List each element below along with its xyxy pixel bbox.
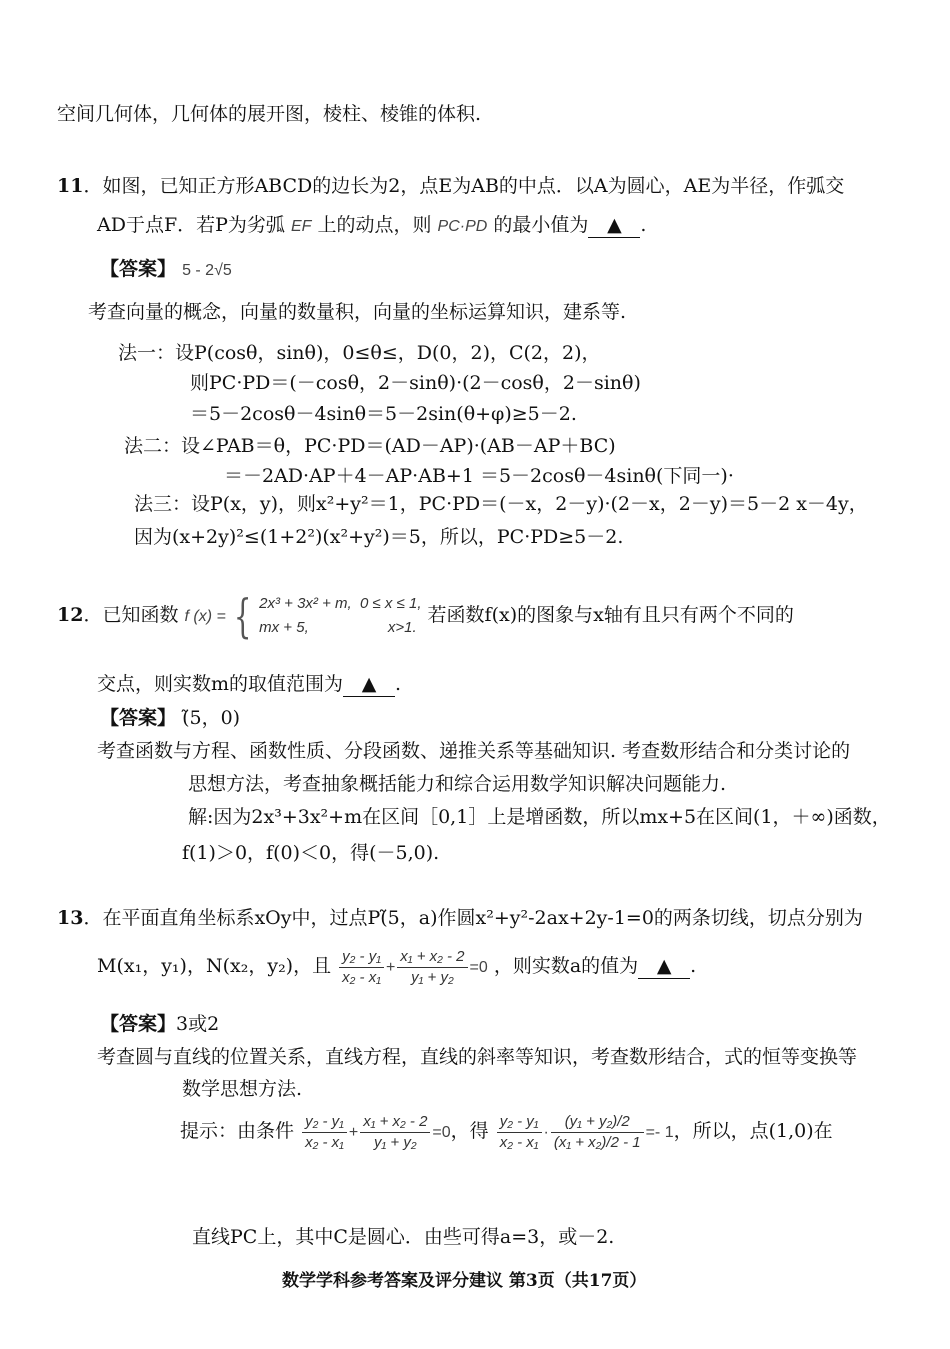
q11-number: 11 [57, 175, 84, 197]
q13-hint-frac3-den: x₂ - x₁ [499, 1133, 539, 1151]
q13-blank: ▲ [638, 955, 690, 979]
q13-hint-dot: · [543, 1124, 549, 1141]
q13-hint-eq0: =0 [432, 1124, 451, 1141]
q13-topic1: 考查圆与直线的位置关系，直线方程，直线的斜率等知识，考查数形结合，式的恒等变换等 [97, 1046, 858, 1068]
q11-answer-value: 5 - 2√5 [182, 262, 232, 279]
q13-hint-a: 提示：由条件 [180, 1120, 295, 1142]
q13-hint-fraction-big [551, 1112, 644, 1152]
q13-hint-plus: + [348, 1124, 359, 1141]
q11-m3-l2: 因为(x+2y)²≤(1+2²)(x²+y²)＝5，所以，PC·PD≥5－2. [134, 526, 624, 548]
q11-line2-b: 上的动点，则 [317, 214, 432, 236]
q12-answer [100, 707, 240, 730]
q13-hint-d: 直线PC上，其中C是圆心．由些可得a=3，或－2. [192, 1226, 615, 1248]
q12-case1: 2x³ + 3x² + m, 0 ≤ x ≤ 1, [259, 595, 422, 612]
q11-line2 [97, 214, 646, 238]
q12-blank: ▲ [343, 673, 395, 697]
q13-hint-c: ，所以，点(1,0)在 [673, 1120, 833, 1142]
q13-hint-frac1-num: y₂ - y₁ [302, 1112, 347, 1133]
q12-answer-label: 【答案】 [100, 707, 177, 729]
q11-answer [100, 258, 232, 281]
q13-topic2: 数学思想方法. [182, 1078, 303, 1100]
q13-big-num: (y₁ + y₂)/2 [551, 1112, 644, 1133]
q13-frac1-den: x₂ - x₁ [342, 968, 381, 986]
q13-line2 [97, 947, 696, 987]
q13-frac2-den: y₁ + y₂ [411, 968, 454, 986]
q13-hint-b: ，得 [450, 1120, 489, 1142]
q13-frac1-num: y₂ - y₁ [339, 947, 384, 968]
q11-expr: PC·PD [437, 218, 488, 235]
q13-hint-fraction-3 [497, 1112, 542, 1152]
q11-m2-l2: ＝－2AD·AP＋4－AP·AB+1 ＝5－2cosθ－4sinθ(下同一)· [224, 465, 734, 487]
q13-line1 [57, 907, 863, 930]
q11-m1-l1: 法一：设P(cosθ，sinθ)，0≤θ≤，D(0，2)，C(2，2)， [118, 342, 601, 364]
q13-hint-frac2-den: y₁ + y₂ [374, 1133, 417, 1151]
q11-answer-label: 【答案】 [100, 258, 177, 280]
q11-m2-l1: 法二：设∠PAB＝θ，PC·PD＝(AD－AP)·(AB－AP＋BC) [124, 435, 616, 457]
q13-period: . [690, 955, 697, 977]
left-brace-icon: { [233, 589, 252, 643]
q13-text: ．在平面直角坐标系xOy中，过点P(̃5，a)作圆x²+y²-2ax+2y-1=0的两条切线，切点分别为 [83, 907, 863, 929]
q12-intro: ．已知函数 [83, 604, 179, 626]
q12-sol1: 解:因为2x³+3x²+m在区间［0,1］上是增函数，所以mx+5在区间(1，＋∞)函数， [188, 806, 891, 828]
q13-answer [100, 1013, 219, 1036]
q12-topic2: 思想方法，考查抽象概括能力和综合运用数学知识解决问题能力. [188, 773, 727, 795]
q12-period: . [395, 673, 402, 695]
q11-m3-l1: 法三：设P(x，y)，则x²+y²＝1，PC·PD＝(－x，2－y)·(2－x，2－y)＝5－2 x－4y， [134, 493, 868, 515]
q13-hint-frac1-den: x₂ - x₁ [305, 1133, 344, 1151]
q13-plus: + [385, 959, 396, 976]
q11-line1 [57, 175, 844, 198]
q13-big-den: (x₁ + x₂)/2 - 1 [553, 1133, 641, 1151]
q12-number: 12 [57, 604, 84, 626]
q12-line2 [97, 673, 401, 697]
q12-topic1: 考查函数与方程、函数性质、分段函数、递推关系等基础知识. 考查数形结合和分类讨论的 [97, 740, 851, 762]
q13-eq-neg1: =- 1 [645, 1124, 674, 1141]
q13-line2-a: M(x₁，y₁)，N(x₂，y₂)，且 [97, 955, 332, 977]
q11-period: . [640, 214, 647, 236]
q12-rest: 若函数f(x)的图象与x轴有且只有两个不同的 [427, 604, 794, 626]
q13-hint-line [180, 1112, 833, 1152]
q11-text: ．如图，已知正方形ABCD的边长为2，点E为AB的中点．以A为圆心，AE为半径，作弧交 [83, 175, 845, 197]
q13-hint-frac2-num: x₁ + x₂ - 2 [360, 1112, 430, 1133]
q12-case2: mx + 5, x>1. [259, 619, 417, 636]
q13-fraction-2 [397, 947, 467, 987]
q13-line2-b: ，则实数a的值为 [493, 955, 639, 977]
q13-answer-value: 3或2 [176, 1013, 220, 1035]
q13-answer-label: 【答案】 [100, 1013, 177, 1035]
top-line: 空间几何体，几何体的展开图，棱柱、棱锥的体积. [57, 103, 482, 125]
q12-answer-value: (̃5，0) [182, 707, 241, 729]
q12-sol2: f(1)＞0，f(0)＜0，得(－5,0). [182, 842, 440, 864]
q11-arc-label: EF [290, 218, 312, 235]
q13-number: 13 [57, 907, 84, 929]
q12-fx: f (x) = [184, 608, 226, 625]
q13-eq0: =0 [469, 959, 488, 976]
q11-line2-c: 的最小值为 [493, 214, 589, 236]
q13-hint-fraction-2 [360, 1112, 430, 1152]
q11-m1-l2: 则PC·PD＝(－cosθ，2－sinθ)·(2－cosθ，2－sinθ) [190, 372, 641, 394]
q11-topic: 考查向量的概念，向量的数量积，向量的坐标运算知识，建系等. [88, 301, 627, 323]
q13-hint-fraction-1 [302, 1112, 347, 1152]
q12-line1 [57, 589, 794, 643]
q11-m1-l3: ＝5－2cosθ－4sinθ＝5－2sin(θ+φ)≥5－2. [190, 403, 577, 425]
q13-frac2-num: x₁ + x₂ - 2 [397, 947, 467, 968]
q11-line2-a: AD于点F．若P为劣弧 [97, 214, 285, 236]
page-footer: 数学学科参考答案及评分建议 第3页（共17页） [282, 1271, 647, 1291]
q12-line2-text: 交点，则实数m的取值范围为 [97, 673, 344, 695]
q11-blank: ▲ [588, 214, 640, 238]
q13-fraction-1 [339, 947, 384, 987]
q13-hint-frac3-num: y₂ - y₁ [497, 1112, 542, 1133]
q12-piecewise [259, 592, 421, 640]
